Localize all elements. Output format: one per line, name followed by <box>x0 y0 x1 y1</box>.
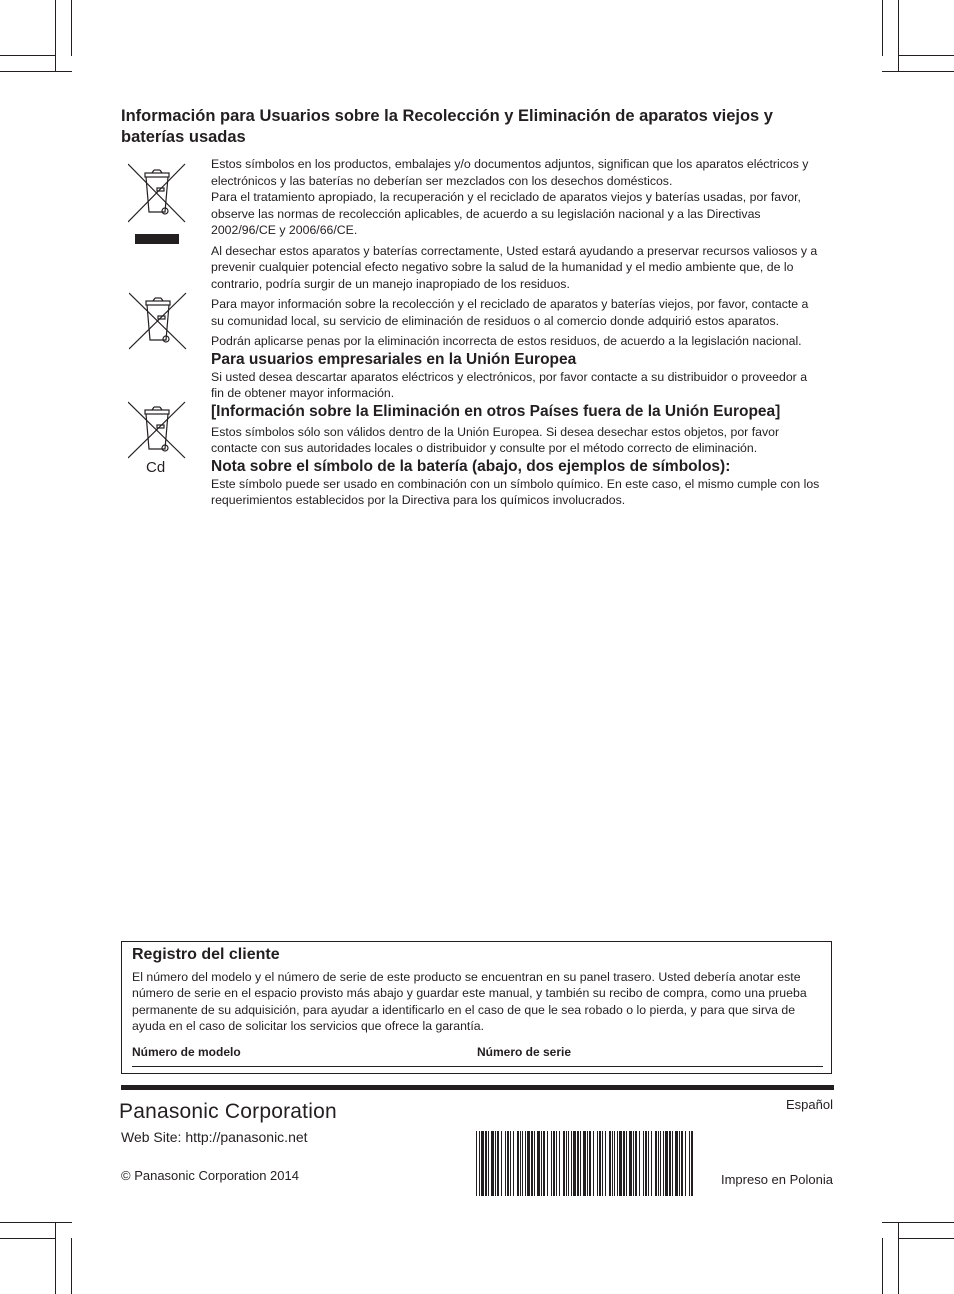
model-number-label: Número de modelo <box>132 1045 241 1059</box>
customer-registration-box <box>121 941 832 1074</box>
copyright: © Panasonic Corporation 2014 <box>121 1168 299 1183</box>
section-heading: Nota sobre el símbolo de la batería (abajo, dos ejemplos de símbolos): <box>211 457 731 475</box>
crossed-bin-icon-cd <box>128 400 186 460</box>
registration-text: El número del modelo y el número de serie de este producto se encuentran en su panel trasero. Usted debería anotar este número de serie en el espacio provisto más abajo y guardar este manual, y también su recibo de compra, como una prueba permanente de su adquisición, para ayudar a identificarlo en el caso de que le sea robado o lo pierda, y para que sirva de ayuda en el caso de solicitar los servicios que ofrece la garantía. <box>132 970 807 1034</box>
section-heading: [Información sobre la Eliminación en otros Países fuera de la Unión Europea] <box>211 402 781 420</box>
crop-mark <box>71 0 72 56</box>
crop-mark <box>71 1238 72 1294</box>
crop-mark <box>0 1222 72 1223</box>
crop-mark <box>898 0 899 72</box>
body-text <box>211 156 823 513</box>
website: Web Site: http://panasonic.net <box>121 1129 308 1145</box>
paragraph: Para mayor información sobre la recolección y el reciclado de aparatos y baterías viejos, por favor, contacte a su comunidad local, su servicio de eliminación de residuos o al comercio donde adquirió estos aparatos. <box>211 297 809 328</box>
crop-mark <box>0 71 72 72</box>
printed-in: Impreso en Polonia <box>720 1172 833 1187</box>
registration-heading: Registro del cliente <box>132 946 280 963</box>
crop-mark <box>55 0 56 72</box>
brand-logo: Panasonic Corporation <box>119 1100 337 1123</box>
divider <box>121 1085 834 1090</box>
crop-mark <box>0 55 56 56</box>
crop-mark <box>882 1238 883 1294</box>
language-label: Español <box>786 1097 833 1112</box>
crop-mark <box>882 71 954 72</box>
chemical-symbol: Cd <box>146 459 166 476</box>
crop-mark <box>898 55 954 56</box>
paragraph: Si usted desea descartar aparatos eléctricos y electrónicos, por favor contacte a su distribuidor o proveedor a fin de obtener mayor información. <box>211 369 808 400</box>
crop-mark <box>55 1222 56 1294</box>
crop-mark <box>882 1222 954 1223</box>
write-in-line <box>132 1066 823 1067</box>
barcode <box>476 1131 694 1196</box>
paragraph: Para el tratamiento apropiado, la recuperación y el reciclado de aparatos viejos y baterías usadas, por favor, observe las normas de recolección aplicables, de acuerdo a su legislación nacional y a las Directivas 2002/96/CE y 2006/66/CE. <box>211 190 801 237</box>
paragraph: Al desechar estos aparatos y baterías correctamente, Usted estará ayudando a preservar recursos valiosos y a prevenir cualquier potencial efecto negativo sobre la salud de la humanidad y el medio ambiente que, de lo contrario, podría surgir de un manejo inapropiado de los residuos. <box>211 243 818 291</box>
crossed-bin-icon-with-bar <box>128 162 186 246</box>
crop-mark <box>898 1222 899 1294</box>
section-heading: Para usuarios empresariales en la Unión Europea <box>211 350 577 368</box>
paragraph: Este símbolo puede ser usado en combinación con un símbolo químico. En este caso, el mismo cumple con los requerimientos establecidos por la Directiva para los químicos involucrados. <box>211 476 820 507</box>
crossed-bin-icon <box>129 291 187 351</box>
crop-mark <box>0 1238 56 1239</box>
crop-mark <box>882 0 883 56</box>
crop-mark <box>898 1238 954 1239</box>
paragraph: Estos símbolos en los productos, embalajes y/o documentos adjuntos, significan que los aparatos eléctricos y electrónicos y las baterías no deberían ser mezclados con los desechos domésticos. <box>211 157 809 188</box>
paragraph: Podrán aplicarse penas por la eliminación incorrecta de estos residuos, de acuerdo a la legislación nacional. <box>211 334 802 348</box>
paragraph: Estos símbolos sólo son válidos dentro de la Unión Europea. Si desea desechar estos objetos, por favor contacte con sus autoridades locales o distribuidor y consulte por el método correcto de eliminación. <box>211 424 780 455</box>
serial-number-label: Número de serie <box>477 1045 572 1059</box>
page-title: Información para Usuarios sobre la Recolección y Eliminación de aparatos viejos y baterías usadas <box>121 107 773 146</box>
